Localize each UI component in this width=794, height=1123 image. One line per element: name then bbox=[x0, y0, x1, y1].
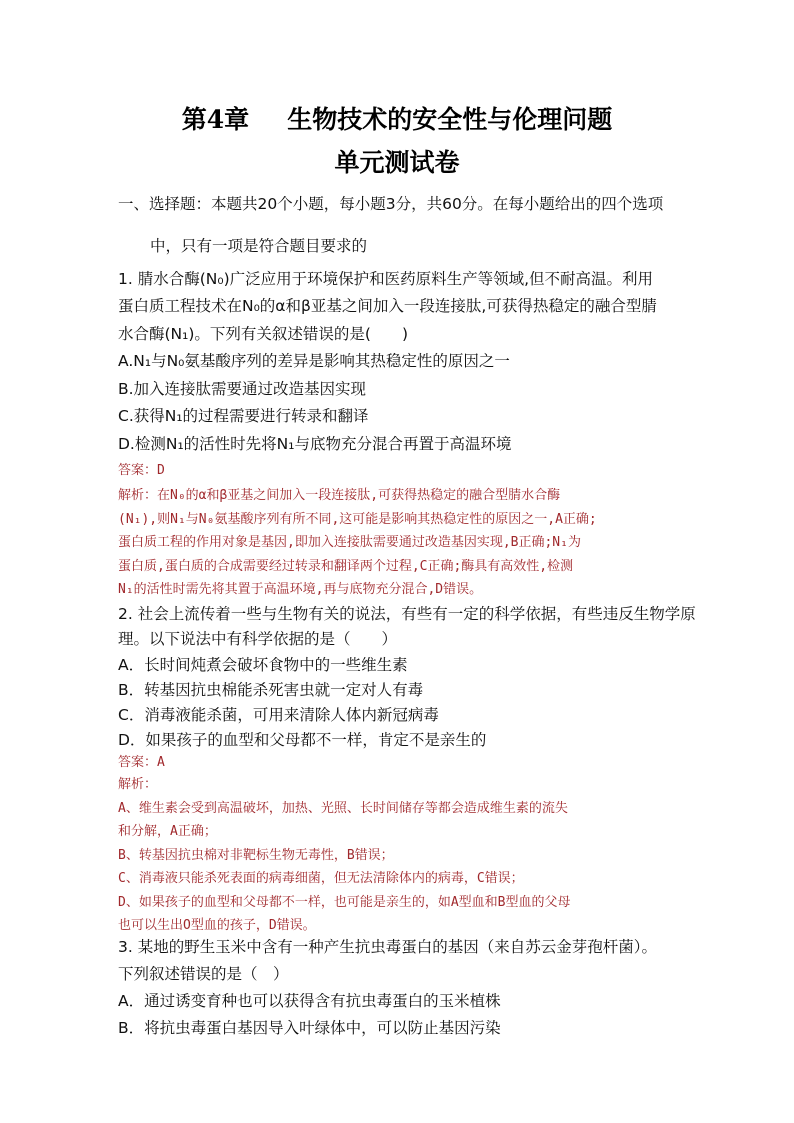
q1-option-a: A.N₁与N₀氨基酸序列的差异是影响其热稳定性的原因之一 bbox=[118, 352, 510, 370]
q1-explanation-line4: 蛋白质,蛋白质的合成需要经过转录和翻译两个过程,C正确;酶具有高效性,检测 bbox=[118, 559, 574, 574]
chapter-number: 第4章 bbox=[181, 105, 250, 134]
q3-option-b: B．将抗虫毒蛋白基因导入叶绿体中，可以防止基因污染 bbox=[118, 1019, 501, 1037]
q2-explanation-line6: 也可以生出O型血的孩子，D错误。 bbox=[118, 918, 316, 933]
q1-explanation-line3: 蛋白质工程的作用对象是基因,即加入连接肽需要通过改造基因实现,B正确;N₁为 bbox=[118, 535, 581, 550]
q1-option-b: B.加入连接肽需要通过改造基因实现 bbox=[118, 380, 367, 398]
section-heading-line1: 一、选择题：本题共20个小题，每小题3分，共60分。在每小题给出的四个选项 bbox=[118, 195, 664, 213]
q1-answer: 答案：D bbox=[118, 463, 165, 478]
q2-explanation-line5: D、如果孩子的血型和父母都不一样，也可能是亲生的，如A型血和B型血的父母 bbox=[118, 895, 571, 910]
q2-explanation-line4: C、消毒液只能杀死表面的病毒细菌，但无法清除体内的病毒，C错误； bbox=[118, 871, 524, 886]
q1-option-c: C.获得N₁的过程需要进行转录和翻译 bbox=[118, 407, 369, 425]
q2-explanation-label: 解析： bbox=[118, 777, 158, 792]
q1-explanation-line1: 解析：在N₀的α和β亚基之间加入一段连接肽,可获得热稳定的融合型腈水合酶 bbox=[118, 488, 561, 503]
q2-option-a: A．长时间炖煮会破坏食物中的一些维生素 bbox=[118, 656, 408, 674]
q2-option-c: C．消毒液能杀菌，可用来清除人体内新冠病毒 bbox=[118, 706, 439, 724]
q2-explanation-line1: A、维生素会受到高温破坏，加热、光照、长时间储存等都会造成维生素的流失 bbox=[118, 801, 568, 816]
q2-option-d: D．如果孩子的血型和父母都不一样，肯定不是亲生的 bbox=[118, 731, 487, 749]
chapter-title bbox=[0, 100, 794, 136]
q2-stem-line2: 理。以下说法中有科学依据的是（ ） bbox=[118, 630, 398, 648]
q1-stem-line1: 1. 腈水合酶(N₀)广泛应用于环境保护和医药原料生产等领域,但不耐高温。利用 bbox=[118, 270, 654, 288]
chapter-name: 生物技术的安全性与伦理问题 bbox=[287, 105, 613, 134]
section-heading-line2: 中，只有一项是符合题目要求的 bbox=[150, 237, 368, 255]
q1-explanation-line2: (N₁),则N₁与N₀氨基酸序列有所不同,这可能是影响其热稳定性的原因之一,A正确; bbox=[118, 512, 597, 527]
test-subtitle: 单元测试卷 bbox=[334, 148, 460, 177]
q2-option-b: B．转基因抗虫棉能杀死害虫就一定对人有毒 bbox=[118, 681, 424, 699]
q3-stem-line2: 下列叙述错误的是（ ） bbox=[118, 965, 289, 983]
q1-stem-line2: 蛋白质工程技术在N₀的α和β亚基之间加入一段连接肽,可获得热稳定的融合型腈 bbox=[118, 297, 657, 315]
q2-answer: 答案：A bbox=[118, 755, 165, 770]
q1-option-d: D.检测N₁的活性时先将N₁与底物充分混合再置于高温环境 bbox=[118, 435, 512, 453]
q1-explanation-line5: N₁的活性时需先将其置于高温环境,再与底物充分混合,D错误。 bbox=[118, 582, 483, 597]
q2-explanation-line2: 和分解，A正确； bbox=[118, 824, 217, 839]
q2-explanation-line3: B、转基因抗虫棉对非靶标生物无毒性，B错误； bbox=[118, 848, 394, 863]
q2-stem-line1: 2. 社会上流传着一些与生物有关的说法，有些有一定的科学依据，有些违反生物学原 bbox=[118, 605, 696, 623]
q3-option-a: A．通过诱变育种也可以获得含有抗虫毒蛋白的玉米植株 bbox=[118, 992, 501, 1010]
q1-stem-line3: 水合酶(N₁)。下列有关叙述错误的是( ) bbox=[118, 325, 408, 343]
q3-stem-line1: 3. 某地的野生玉米中含有一种产生抗虫毒蛋白的基因（来自苏云金芽孢杆菌）。 bbox=[118, 938, 657, 956]
